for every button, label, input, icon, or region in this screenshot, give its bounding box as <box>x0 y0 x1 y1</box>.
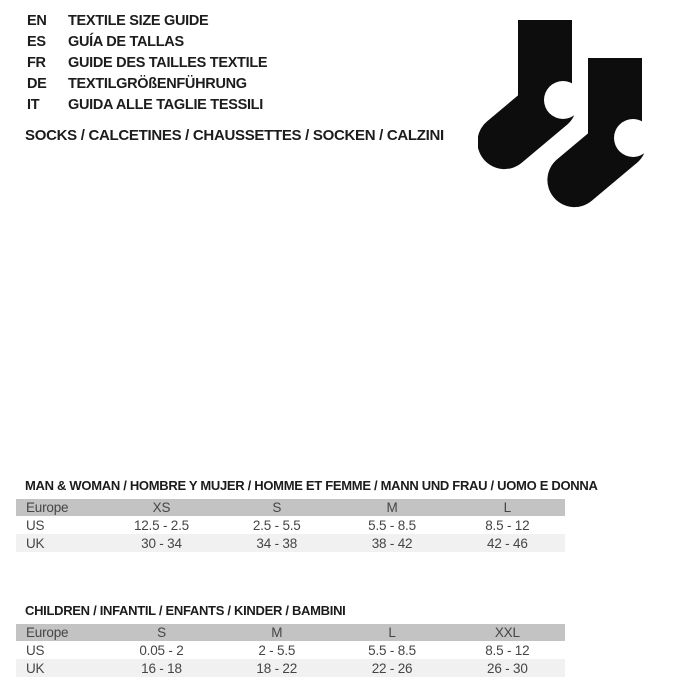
language-label: GUIDA ALLE TAGLIE TESSILI <box>68 97 263 113</box>
size-cell: 22 - 26 <box>334 659 449 677</box>
language-code: FR <box>27 55 46 71</box>
language-label: GUIDE DES TAILLES TEXTILE <box>68 55 268 71</box>
row-label: UK <box>16 534 104 552</box>
column-header: XXL <box>450 624 565 641</box>
language-row <box>27 74 267 95</box>
size-table-children <box>16 624 565 677</box>
category-title: SOCKS / CALCETINES / CHAUSSETTES / SOCKEN / CALZINI <box>25 127 444 144</box>
table-header-row <box>16 499 565 516</box>
language-row <box>27 53 267 74</box>
language-list <box>27 11 267 116</box>
size-cell: 38 - 42 <box>334 534 449 552</box>
size-cell: 42 - 46 <box>450 534 565 552</box>
size-cell: 18 - 22 <box>219 659 334 677</box>
language-code: EN <box>27 13 47 29</box>
table-row <box>16 516 565 534</box>
table-section-children <box>16 604 565 677</box>
language-row <box>27 32 267 53</box>
size-cell: 16 - 18 <box>104 659 219 677</box>
column-header: L <box>450 499 565 516</box>
size-cell: 12.5 - 2.5 <box>133 517 189 533</box>
size-cell: 2.5 - 5.5 <box>252 517 301 533</box>
language-row <box>27 11 267 32</box>
table-header-row <box>16 624 565 641</box>
socks-icon-svg <box>478 20 658 210</box>
row-label-header: Europe <box>16 624 104 641</box>
size-cell: 0.05 - 2 <box>139 642 184 658</box>
language-code: DE <box>27 76 47 92</box>
language-code: ES <box>27 34 46 50</box>
table-section-man-woman <box>16 478 598 552</box>
row-label: US <box>26 642 45 658</box>
column-header: S <box>104 624 219 641</box>
size-cell: 8.5 - 12 <box>485 642 530 658</box>
table-title-man-woman: MAN & WOMAN / HOMBRE Y MUJER / HOMME ET FEMME / MANN UND FRAU / UOMO E DONNA <box>25 478 598 493</box>
size-table-man-woman <box>16 499 565 552</box>
size-cell: 34 - 38 <box>219 534 334 552</box>
table-row <box>16 641 565 659</box>
size-cell: 5.5 - 8.5 <box>368 642 416 658</box>
socks-icon <box>478 20 658 210</box>
column-header: M <box>219 624 334 641</box>
language-label: TEXTILE SIZE GUIDE <box>68 13 209 29</box>
size-cell: 8.5 - 12 <box>485 517 530 533</box>
row-label: UK <box>16 659 104 677</box>
language-row <box>27 95 267 116</box>
language-code: IT <box>27 97 40 113</box>
row-label: US <box>26 517 45 533</box>
row-label-header: Europe <box>16 499 104 516</box>
size-cell: 2 - 5.5 <box>258 642 296 658</box>
size-cell: 30 - 34 <box>104 534 219 552</box>
column-header: M <box>334 499 449 516</box>
size-cell: 26 - 30 <box>450 659 565 677</box>
size-cell: 5.5 - 8.5 <box>368 517 416 533</box>
table-row <box>16 659 565 677</box>
table-row <box>16 534 565 552</box>
language-label: TEXTILGRÖßENFÜHRUNG <box>68 76 247 92</box>
column-header: L <box>334 624 449 641</box>
language-label: GUÍA DE TALLAS <box>68 34 184 50</box>
table-title-children: CHILDREN / INFANTIL / ENFANTS / KINDER / BAMBINI <box>25 603 346 618</box>
column-header: XS <box>104 499 219 516</box>
column-header: S <box>219 499 334 516</box>
